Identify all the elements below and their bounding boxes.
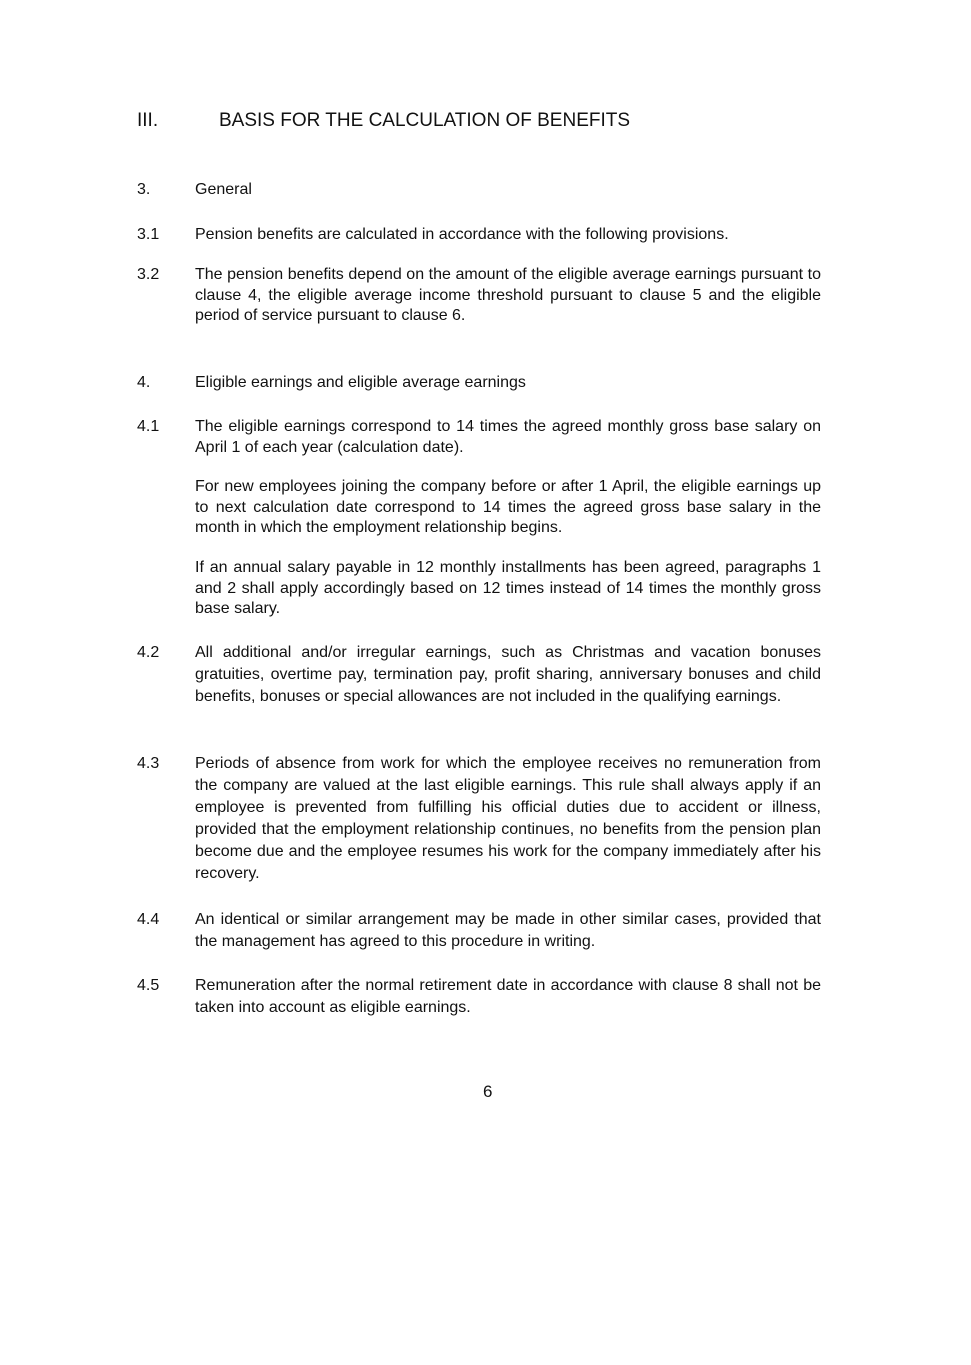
clause-number: 3.	[137, 181, 151, 198]
clause-number: 4.2	[137, 644, 160, 661]
page-number: 6	[483, 1082, 493, 1101]
clause-4-3	[137, 753, 821, 885]
clause-text: Remuneration after the normal retirement date in accordance with clause 8 shall not be taken into account as eligible earnings.	[195, 977, 821, 1016]
clause-text: Pension benefits are calculated in accordance with the following provisions.	[195, 226, 729, 243]
clause-number: 4.	[137, 374, 151, 391]
section-title: BASIS FOR THE CALCULATION OF BENEFITS	[219, 110, 631, 131]
clause-heading: General	[195, 181, 252, 198]
clause-number: 4.5	[137, 977, 160, 994]
clause-4-5	[137, 975, 821, 1019]
clause-text: For new employees joining the company before or after 1 April, the eligible earnings up to next calculation date correspond to 14 times the agreed gross base salary in the month in which the employment relationship begins.	[195, 478, 821, 536]
clause-number: 4.4	[137, 911, 160, 928]
clause-number: 4.1	[137, 418, 160, 435]
clause-4-1-para-2	[137, 477, 821, 539]
section-number: III.	[137, 110, 159, 131]
clause-3-2	[137, 265, 821, 327]
clause-3	[137, 180, 821, 201]
clause-3-1	[137, 225, 821, 246]
clause-heading: Eligible earnings and eligible average earnings	[195, 374, 526, 391]
clause-text: The pension benefits depend on the amount of the eligible average earnings pursuant to clause 4, the eligible average income threshold pursuant to clause 5 and the eligible period of service pursuant to clause 6.	[195, 266, 821, 324]
clause-text: The eligible earnings correspond to 14 times the agreed monthly gross base salary on April 1 of each year (calculation date).	[195, 418, 821, 456]
clause-4-1	[137, 417, 821, 458]
clause-4-1-para-3	[137, 558, 821, 620]
clause-number: 4.3	[137, 755, 160, 772]
clause-text: If an annual salary payable in 12 monthly installments has been agreed, paragraphs 1 and 2 shall apply accordingly based on 12 times instead of 14 times the monthly gross base salary.	[195, 559, 821, 617]
section-heading	[137, 110, 631, 132]
clause-text: Periods of absence from work for which the employee receives no remuneration from the company are valued at the last eligible earnings. This rule shall always apply if an employee is prevented from fulfilling his official duties due to accident or illness, provided that the employment relationship continues, no benefits from the pension plan become due and the employee resumes his work for the company immediately after his recovery.	[195, 755, 821, 882]
clause-4-4	[137, 909, 821, 953]
clause-number: 3.2	[137, 266, 160, 283]
clause-4-2	[137, 642, 821, 708]
clause-4	[137, 373, 821, 394]
clause-number: 3.1	[137, 226, 160, 243]
clause-text: All additional and/or irregular earnings, such as Christmas and vacation bonuses gratuities, overtime pay, termination pay, profit sharing, anniversary bonuses and child benefits, bonuses or special allowances are not included in the qualifying earnings.	[195, 644, 821, 705]
clause-text: An identical or similar arrangement may be made in other similar cases, provided that the management has agreed to this procedure in writing.	[195, 911, 821, 950]
